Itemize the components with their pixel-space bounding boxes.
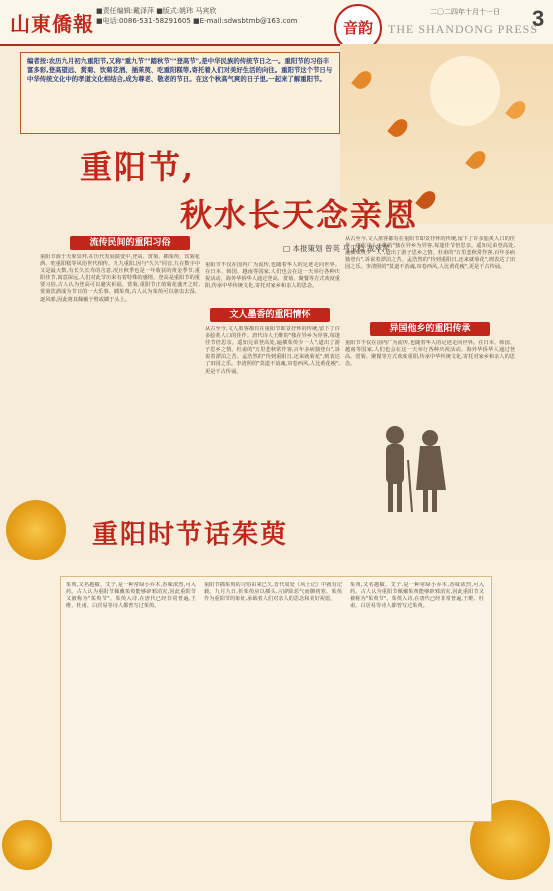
bottom-article-title: 重阳时节话茱萸: [92, 520, 289, 550]
contact-line: ■电话:0086-531-58291605 ■E-mail:sdwsbtmb@163.com: [96, 17, 298, 25]
bottom-column-1: 茱萸,又名越椒、艾子,是一种常绿小乔木,香味浓烈,可入药。古人认为重阳节佩戴茱萸能够辟邪消灾,因此重阳节又被称为"茱萸节"。茱萸入诗,在唐代已经非常普遍,王维、杜甫、白居易等诗人都曾写过茱萸。: [66, 582, 196, 610]
article-column-3: 重阳节不仅在国内广为流传,也随着华人的足迹走向世界。在日本、韩国、越南等国家,人们也会在这一天举行各种庆祝活动。海外华侨华人通过登高、赏菊、聚餐等方式欢度重阳,传承中华传统文化,寄托对家乡和亲人的思念。: [345, 340, 515, 368]
editor-info: [96, 6, 316, 26]
page-number: 3: [532, 6, 545, 31]
page-header: [0, 0, 553, 46]
editor-line: ■责任编辑:戴泽萍 ■版式:姚玮 马宾欣: [96, 7, 217, 15]
article-column-3a: 从古至今,文人墨客都有在重阳节即景抒怀的传统,留下了许多脍炙人口的佳作。唐代诗人王维的"独在异乡为异客,每逢佳节倍思亲。遥知兄弟登高处,遍插茱萸少一人",道出了游子思乡之情。杜甫的"万里悲秋常作客,百年多病独登台",诉说着漂泊之苦。孟浩然的"待到重阳日,还来就菊花",则表达了田园之乐。李清照的"莫道不消魂,帘卷西风,人比黄花瘦",更是千古传诵。: [345, 236, 515, 271]
main-title-line1: 重阳节,: [80, 148, 196, 186]
chrysanthemum-icon: [6, 500, 66, 560]
chrysanthemum-icon: [2, 820, 52, 870]
byline: □ 本报策划 曾英 马玉稳 战萃萍: [283, 244, 390, 253]
section-seal: 音韵: [334, 4, 382, 52]
issue-date: 二〇二四年十月十一日: [430, 8, 500, 16]
editor-note: [20, 52, 340, 134]
article-column-1: 重阳节源于天象崇拜,在历代发展演变中,登高、赏菊、插茱萸、饮菊花酒、吃重阳糕等风俗世代相传。九九重阳,因与"久久"同音,九在数字中又是最大数,有长久长寿的含意,况且秋季也是一年收获的黄金季节,重阳佳节,寓意深远,人们对此节历来有着特殊的感情。登高是重阳节的重要习俗,古人认为登高可以避灾祈福。赏菊,重阳节正值菊花盛开之时,赏菊饮酒成为节日的一大乐事。插茱萸,古人认为茱萸可以驱虫去湿、逐风邪,因此将其佩戴于臂或插于头上。: [40, 254, 200, 303]
article-column-2: 从古至今,文人墨客都有在重阳节即景抒怀的传统,留下了许多脍炙人口的佳作。唐代诗人王维的"独在异乡为异客,每逢佳节倍思亲。遥知兄弟登高处,遍插茱萸少一人",道出了游子思乡之情。杜甫的"万里悲秋常作客,百年多病独登台",诉说着漂泊之苦。孟浩然的"待到重阳日,还来就菊花",则表达了田园之乐。李清照的"莫道不消魂,帘卷西风,人比黄花瘦",更是千古传诵。: [205, 326, 340, 375]
section-heading-overseas: 异国他乡的重阳传承: [370, 322, 490, 336]
editor-note-label: 编者按:: [27, 57, 49, 65]
elderly-couple-silhouette: [360, 410, 470, 530]
bottom-column-2: 重阳节插茱萸的习俗由来已久,晋代周处《风土记》中就有记载。九月九日,折茱萸房以插头,言辟除恶气而御初寒。茱萸作为重阳节的象征,承载着人们对亲人的思念和美好祝愿。: [204, 582, 342, 603]
editor-note-text: 农历九月初九重阳节,又称"重九节""踏秋节""登高节",是中华民族的传统节日之一。重阳节的习俗丰富多彩,登高望远、赏菊、饮菊花酒、插茱萸、吃重阳糕等,寄托着人们对美好生活的向往。重阳节这个节日与中华传统文化中的孝道文化相结合,成为尊老、敬老的节日。在这个秋高气爽的日子里,一起来了解重阳节。: [27, 57, 333, 83]
brand-name: THE SHANDONG PRESS: [388, 22, 539, 36]
section-heading-customs: 流传民间的重阳习俗: [70, 236, 190, 250]
main-title-line2: 秋水长天念亲恩: [180, 196, 419, 234]
bottom-column-3: 茱萸,又名越椒、艾子,是一种常绿小乔木,香味浓烈,可入药。古人认为重阳节佩戴茱萸能够辟邪消灾,因此重阳节又被称为"茱萸节"。茱萸入诗,在唐代已经非常普遍,王维、杜甫、白居易等诗人都曾写过茱萸。: [350, 582, 484, 610]
article-column-2a: 重阳节不仅在国内广为流传,也随着华人的足迹走向世界。在日本、韩国、越南等国家,人们也会在这一天举行各种庆祝活动。海外华侨华人通过登高、赏菊、聚餐等方式欢度重阳,传承中华传统文化,寄托对家乡和亲人的思念。: [205, 262, 340, 290]
masthead-logo: 山東僑報: [10, 12, 94, 36]
section-heading-literati: 文人墨香的重阳情怀: [210, 308, 330, 322]
moon-illustration: [430, 56, 500, 126]
